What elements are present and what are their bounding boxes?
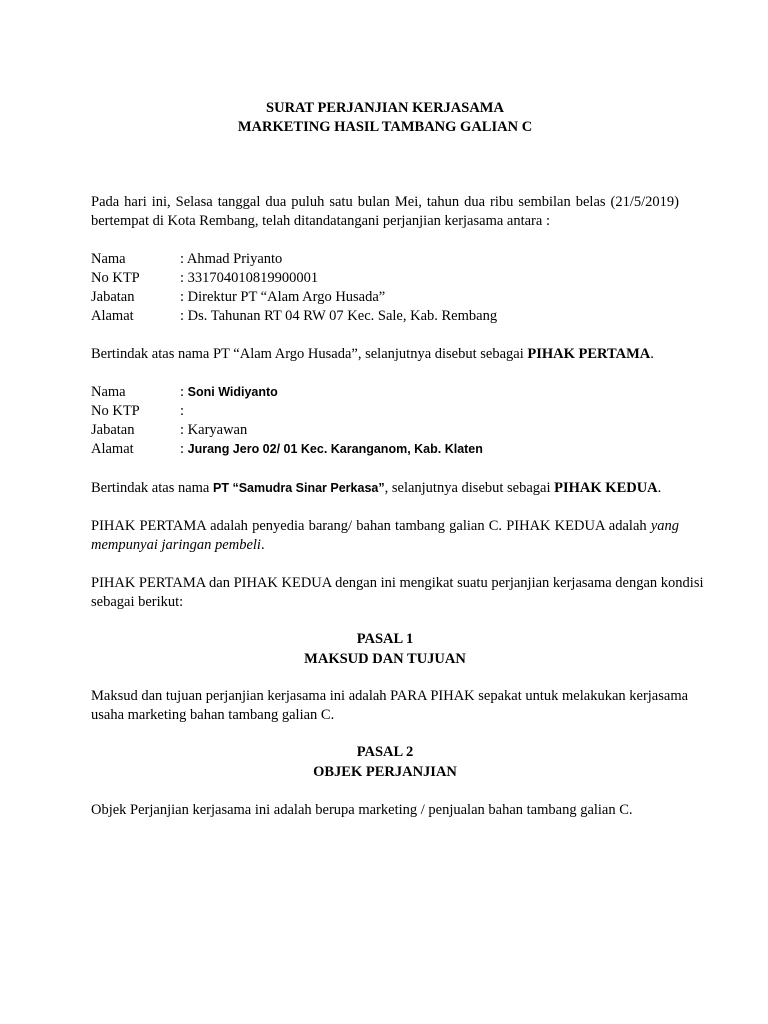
party2-statement-end: . bbox=[657, 480, 662, 496]
bind-line-1: PIHAK PERTAMA dan PIHAK KEDUA dengan ini mengikat suatu perjanjian kerjasama dengan kondisi bbox=[91, 575, 704, 591]
pasal1-heading: MAKSUD DAN TUJUAN bbox=[304, 651, 466, 667]
party1-statement-end: . bbox=[650, 346, 654, 362]
party2-alamat-value: Jurang Jero 02/ 01 Kec. Karanganom, Kab. Klaten bbox=[187, 442, 483, 456]
party1-jabatan-label: Jabatan bbox=[91, 289, 135, 305]
party1-name-label: Nama bbox=[91, 251, 126, 267]
party1-name-value: : Ahmad Priyanto bbox=[180, 251, 283, 267]
intro-line-2: bertempat di Kota Rembang, telah ditandatangani perjanjian kerjasama antara : bbox=[91, 213, 550, 229]
party1-alamat-value: : Ds. Tahunan RT 04 RW 07 Kec. Sale, Kab. Rembang bbox=[180, 308, 498, 324]
party1-ktp-label: No KTP bbox=[91, 270, 140, 286]
party2-name-sep: : bbox=[180, 384, 188, 400]
party2-ktp-label: No KTP bbox=[91, 403, 140, 419]
pasal2-number: PASAL 2 bbox=[356, 744, 414, 760]
party2-row-alamat bbox=[91, 440, 483, 458]
document-subtitle: MARKETING HASIL TAMBANG GALIAN C bbox=[237, 119, 533, 135]
party1-statement bbox=[91, 345, 654, 363]
party2-statement bbox=[91, 479, 661, 497]
party1-role-bold: PIHAK PERTAMA bbox=[527, 346, 651, 362]
party2-row-name bbox=[91, 383, 278, 401]
document-title: SURAT PERJANJIAN KERJASAMA bbox=[266, 100, 504, 116]
party2-alamat-label: Alamat bbox=[91, 441, 134, 457]
roles-italic-1: yang bbox=[650, 518, 679, 534]
party2-statement-middle: , selanjutnya disebut sebagai bbox=[384, 480, 555, 496]
party2-jabatan-sep: : bbox=[180, 422, 188, 438]
roles-line-2 bbox=[91, 536, 265, 554]
intro-line-1: Pada hari ini, Selasa tanggal dua puluh satu bulan Mei, tahun dua ribu sembilan belas (21/5/2019) bbox=[91, 194, 679, 210]
party2-statement-text: Bertindak atas nama bbox=[91, 480, 213, 496]
party1-row-ktp bbox=[91, 269, 318, 287]
party2-name-label: Nama bbox=[91, 384, 126, 400]
pasal1-line-1: Maksud dan tujuan perjanjian kerjasama ini adalah PARA PIHAK sepakat untuk melakukan kerjasama bbox=[91, 688, 689, 704]
bind-line-2: sebagai berikut: bbox=[91, 594, 184, 610]
pasal1-number: PASAL 1 bbox=[356, 631, 414, 647]
party2-jabatan-value: Karyawan bbox=[187, 422, 248, 438]
party2-row-jabatan bbox=[91, 421, 247, 439]
party2-name-value: Soni Widiyanto bbox=[187, 385, 278, 399]
party2-jabatan-label: Jabatan bbox=[91, 422, 135, 438]
party1-jabatan-value: : Direktur PT “Alam Argo Husada” bbox=[180, 289, 386, 305]
party2-company: PT “Samudra Sinar Perkasa” bbox=[213, 481, 385, 495]
pasal2-heading: OBJEK PERJANJIAN bbox=[313, 764, 457, 780]
pasal2-line-1: Objek Perjanjian kerjasama ini adalah berupa marketing / penjualan bahan tambang galian C. bbox=[91, 802, 633, 818]
party1-ktp-value: : 331704010819900001 bbox=[180, 270, 319, 286]
party1-row-alamat bbox=[91, 307, 497, 325]
party2-role-bold: PIHAK KEDUA bbox=[554, 480, 658, 496]
party2-alamat-sep: : bbox=[180, 441, 188, 457]
roles-end: . bbox=[260, 537, 265, 553]
party1-row-jabatan bbox=[91, 288, 385, 306]
party1-alamat-label: Alamat bbox=[91, 308, 134, 324]
roles-text: PIHAK PERTAMA adalah penyedia barang/ bahan tambang galian C. PIHAK KEDUA adalah bbox=[91, 518, 651, 534]
party2-ktp-sep: : bbox=[180, 403, 185, 419]
roles-italic-2: mempunyai jaringan pembeli bbox=[91, 537, 261, 553]
party1-row-name bbox=[91, 250, 282, 268]
roles-line-1 bbox=[91, 517, 679, 535]
pasal1-line-2: usaha marketing bahan tambang galian C. bbox=[91, 707, 335, 723]
party1-statement-text: Bertindak atas nama PT “Alam Argo Husada”, selanjutnya disebut sebagai bbox=[91, 346, 528, 362]
party2-row-ktp bbox=[91, 402, 184, 420]
